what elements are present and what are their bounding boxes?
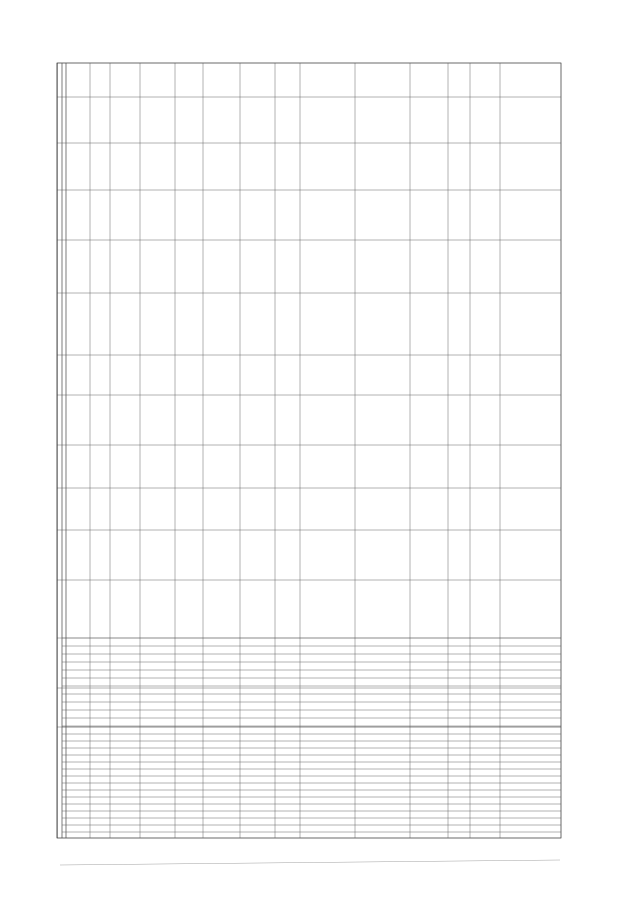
scan-edge-line <box>60 860 560 865</box>
table-grid <box>57 63 561 838</box>
table-frame <box>57 63 561 838</box>
frame-shadow <box>57 63 58 838</box>
